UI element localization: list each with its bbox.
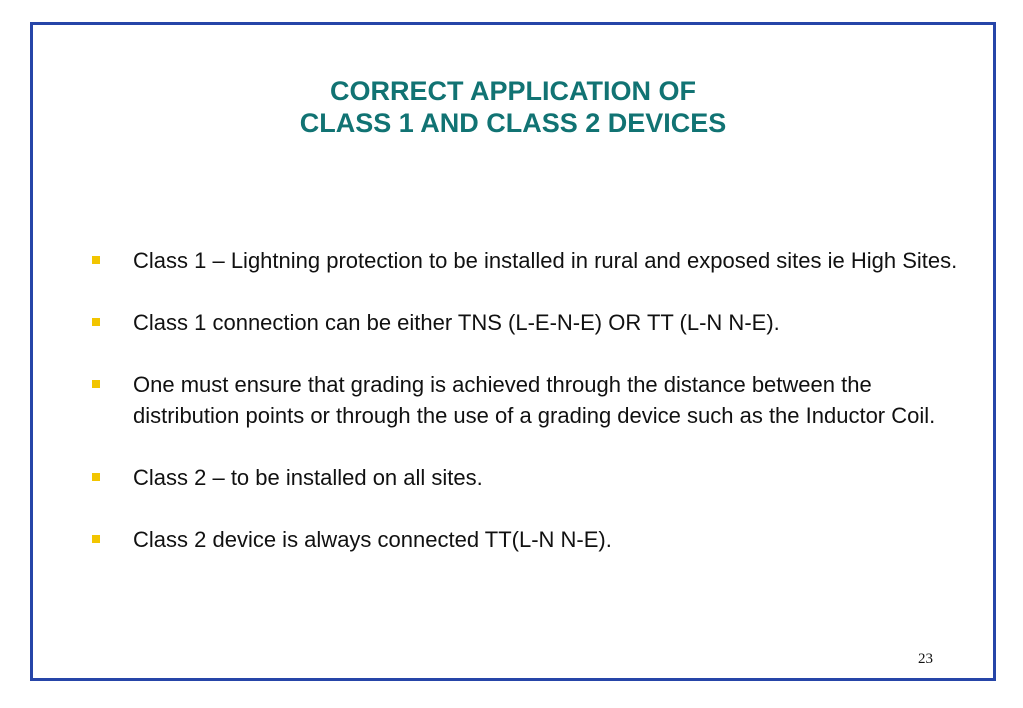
square-bullet-icon [92,473,100,481]
square-bullet-icon [92,256,100,264]
square-bullet-icon [92,535,100,543]
bullet-item [88,245,968,276]
bullet-text: One must ensure that grading is achieved through the distance between the distribution points or through the use of a grading device such as the Inductor Coil. [133,372,936,428]
square-bullet-icon [92,318,100,326]
bullet-item [88,524,968,555]
page-number: 23 [918,651,933,667]
bullet-text: Class 2 device is always connected TT(L-N N-E). [133,527,612,552]
slide-title-line-2: CLASS 1 AND CLASS 2 DEVICES [299,108,727,138]
bullet-item [88,462,968,493]
slide-title-line-1: CORRECT APPLICATION OF [330,76,696,106]
bullet-text: Class 1 – Lightning protection to be installed in rural and exposed sites ie High Sites. [133,248,958,273]
slide-frame [30,22,996,681]
slide-title [33,75,993,139]
square-bullet-icon [92,380,100,388]
bullet-item [88,369,968,431]
bullet-text: Class 2 – to be installed on all sites. [133,465,483,490]
bullet-text: Class 1 connection can be either TNS (L-E-N-E) OR TT (L-N N-E). [133,310,780,335]
bullet-item [88,307,968,338]
bullet-list [88,245,968,586]
